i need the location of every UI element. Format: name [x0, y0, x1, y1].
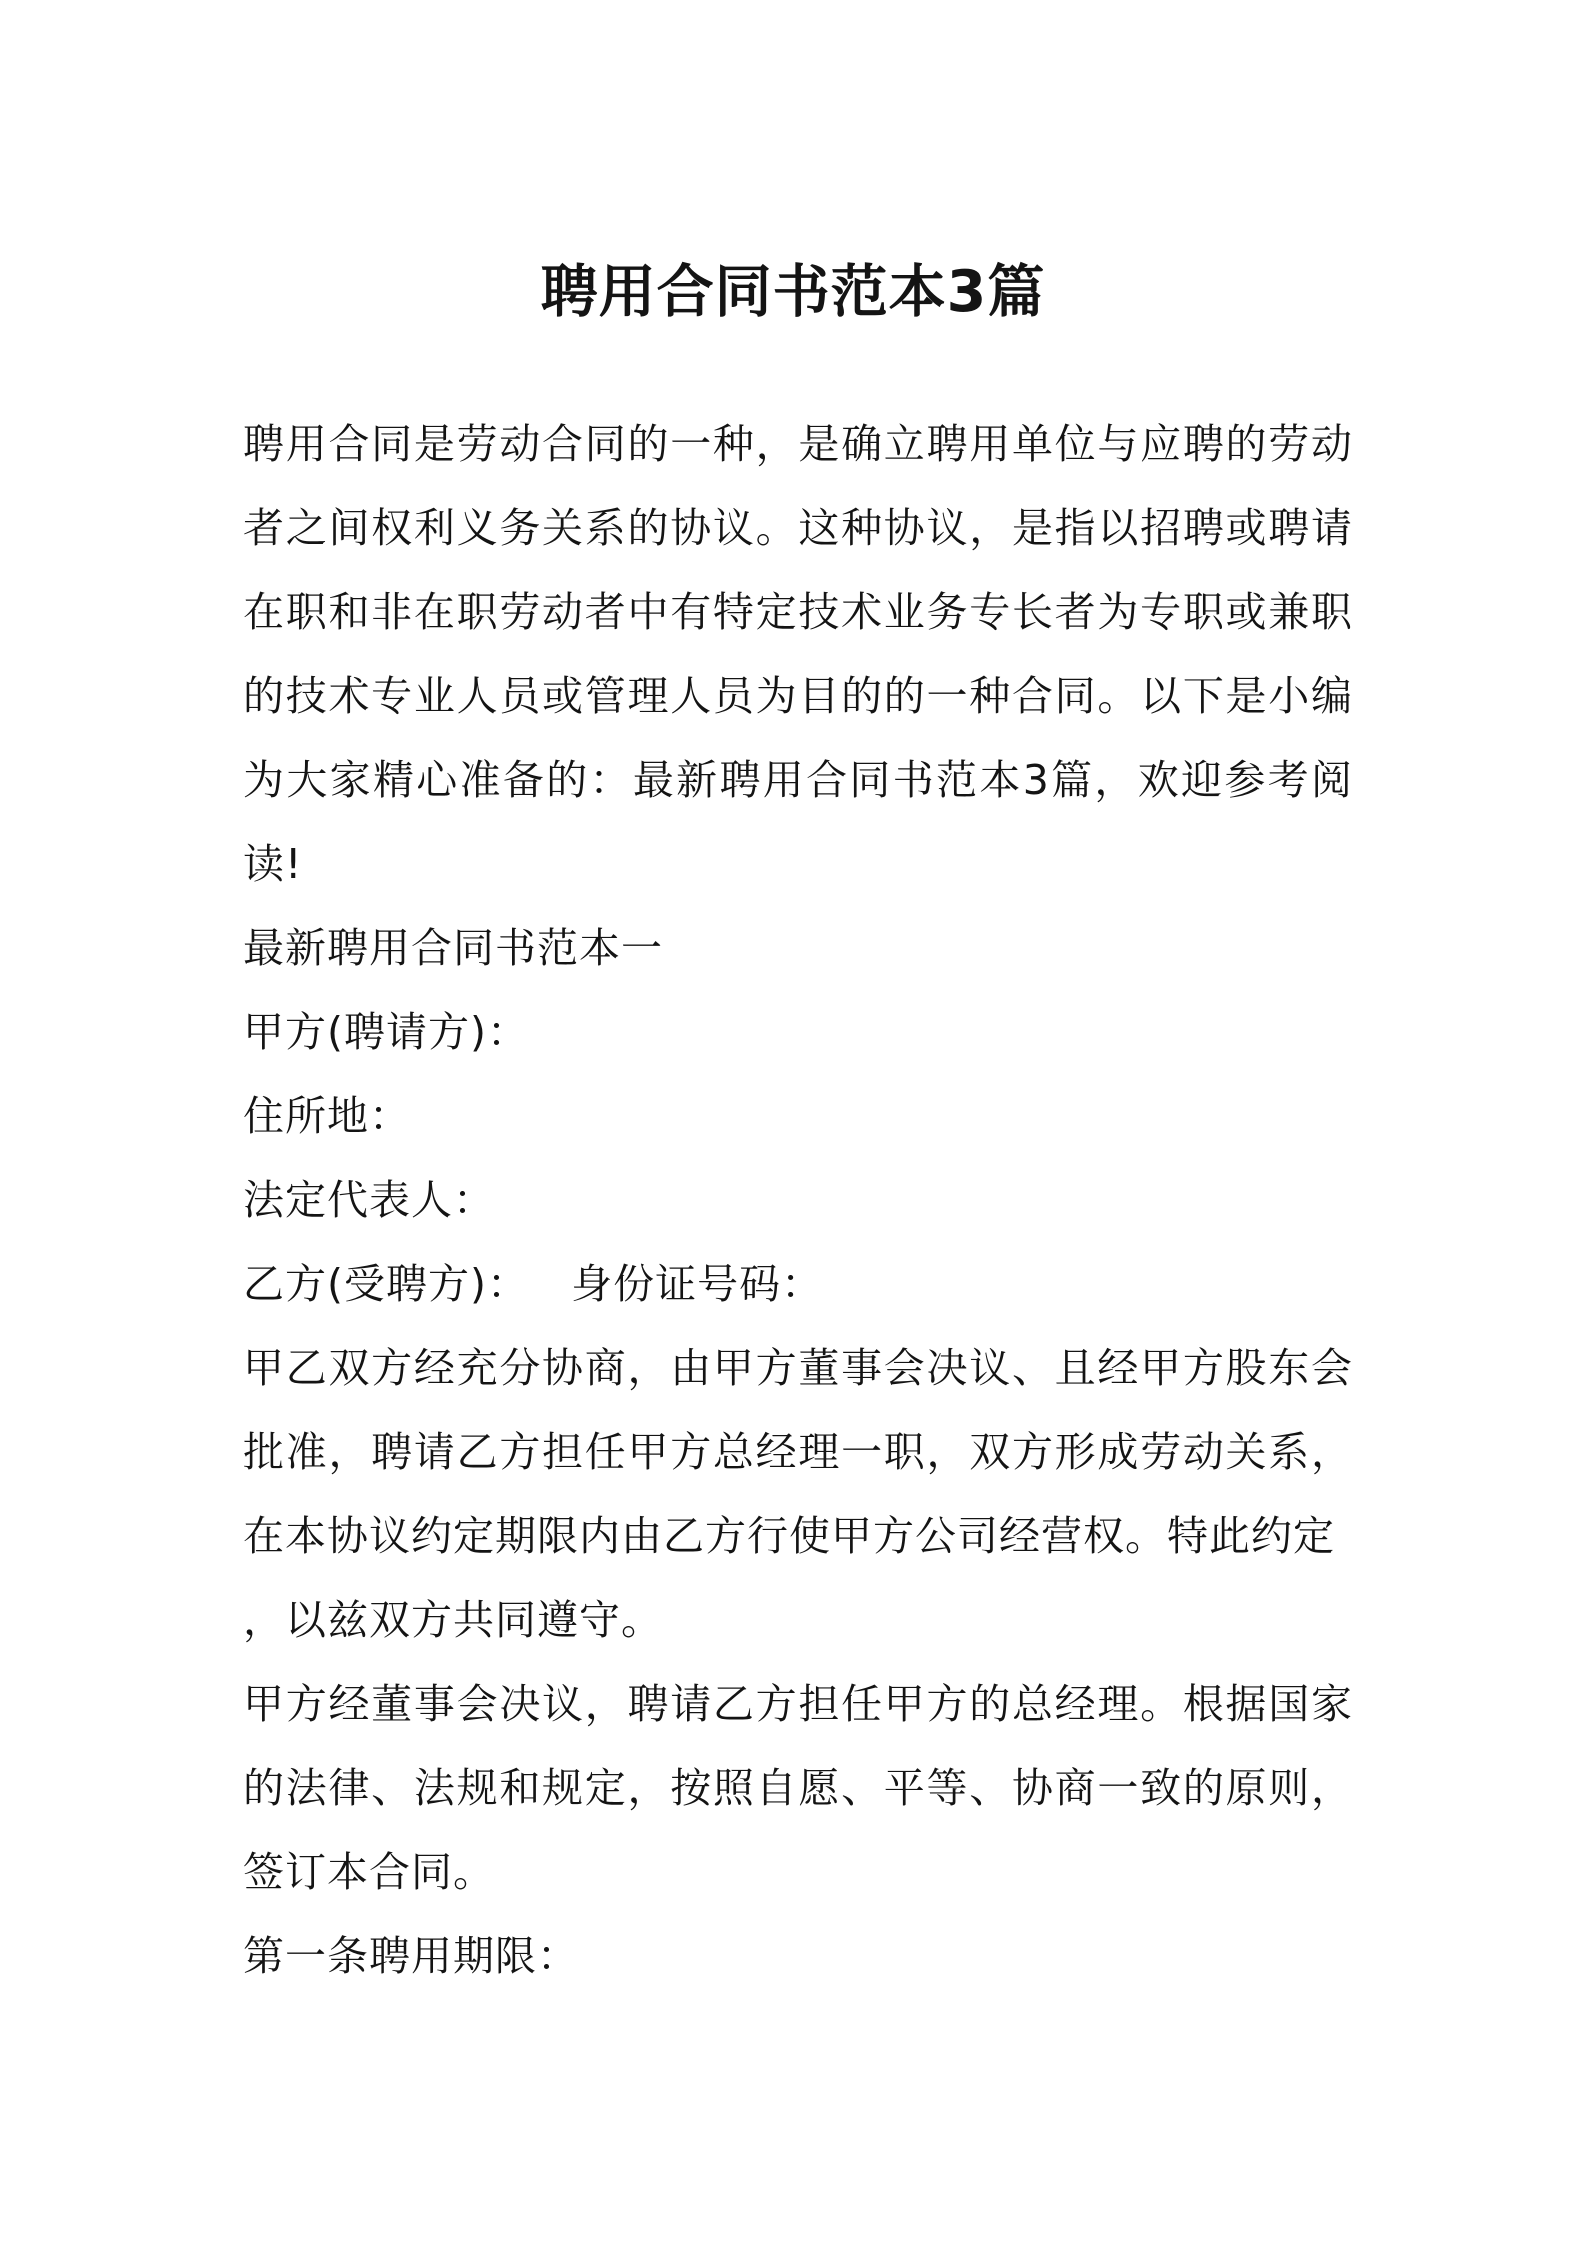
intro-paragraph: 聘用合同是劳动合同的一种，是确立聘用单位与应聘的劳动者之间权利义务关系的协议。这种协议，是指以招聘或聘请在职和非在职劳动者中有特定技术业务专长者为专职或兼职的技术专业人员或管理人员为目的的一种合同。以下是小编为大家精心准备的：最新聘用合同书范本3篇，欢迎参考阅读!	[243, 420, 1353, 888]
section-heading: 最新聘用合同书范本一	[243, 924, 663, 972]
address-line: 住所地：	[243, 1092, 411, 1140]
party-a-line: 甲方(聘请方)：	[243, 1008, 529, 1056]
agreement-paragraph-continuation: ，以兹双方共同遵守。	[243, 1596, 663, 1644]
legal-rep-line: 法定代表人：	[243, 1176, 495, 1224]
document-body	[243, 402, 1353, 1998]
board-resolution-paragraph: 甲方经董事会决议，聘请乙方担任甲方的总经理。根据国家的法律、法规和规定，按照自愿、平等、协商一致的原则，签订本合同。	[243, 1680, 1353, 1896]
article-1-heading: 第一条聘用期限：	[243, 1932, 579, 1980]
party-b-line: 乙方(受聘方)： 身份证号码：	[243, 1260, 824, 1308]
agreement-paragraph: 甲乙双方经充分协商，由甲方董事会决议、且经甲方股东会批准，聘请乙方担任甲方总经理一职，双方形成劳动关系，在本协议约定期限内由乙方行使甲方公司经营权。特此约定	[243, 1344, 1353, 1560]
document-title: 聘用合同书范本3篇	[540, 259, 1046, 325]
